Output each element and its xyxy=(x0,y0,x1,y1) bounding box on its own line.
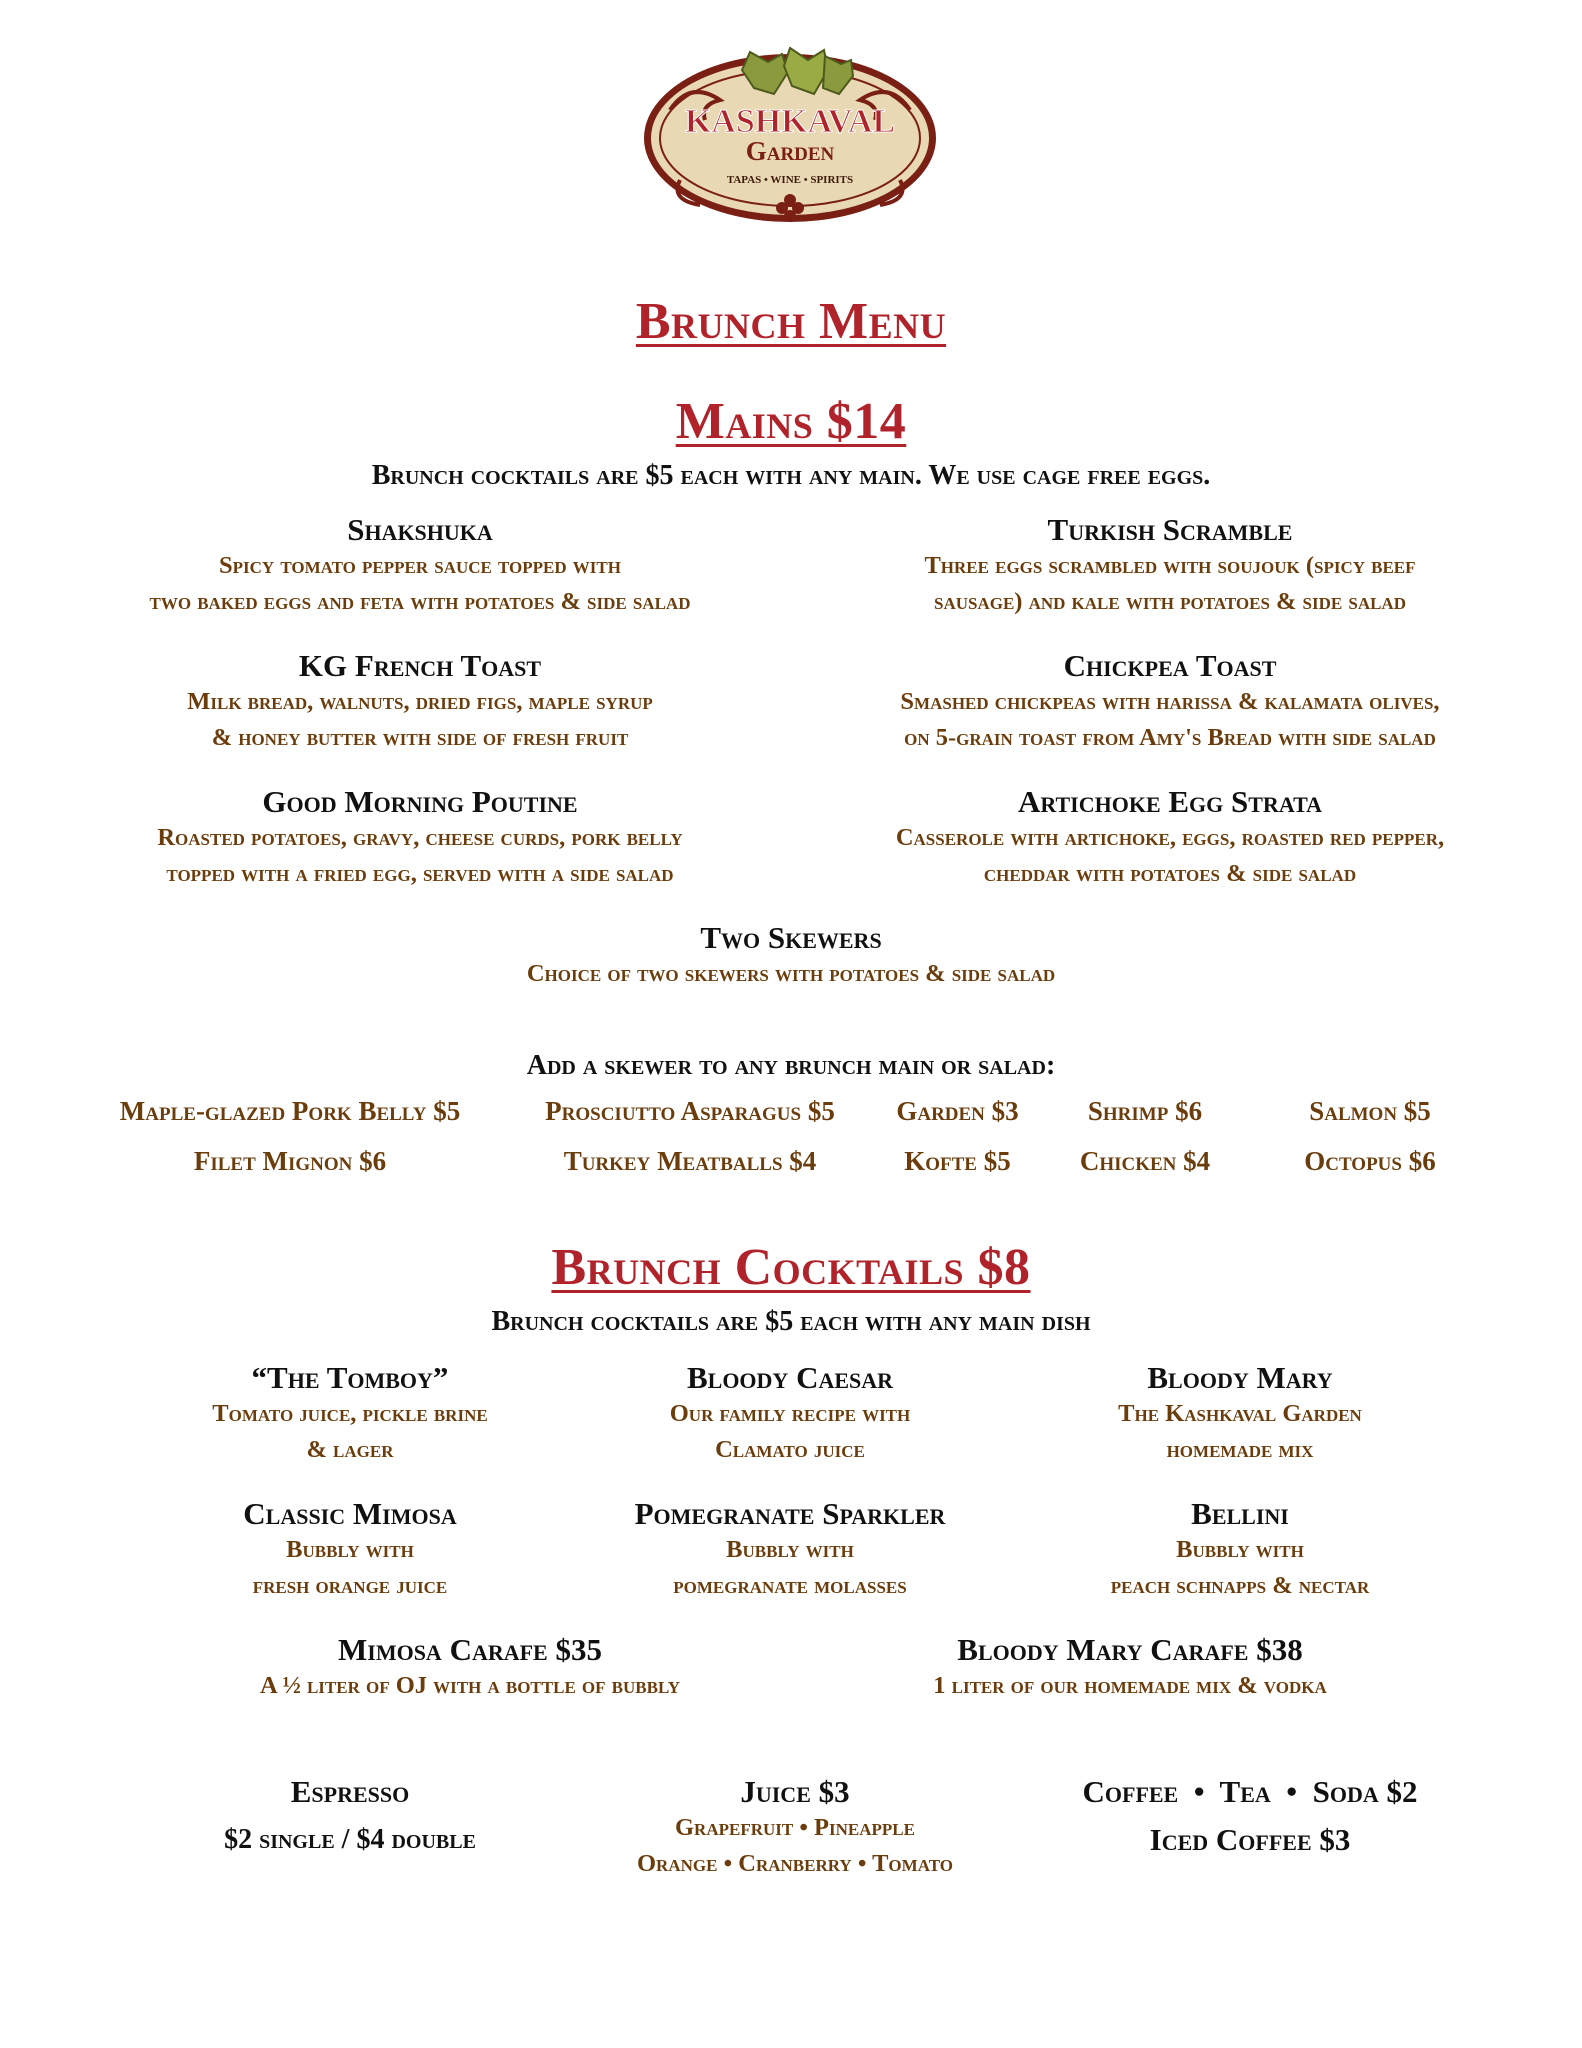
cocktail-item xyxy=(130,1360,570,1468)
mains-heading: Mains $14 xyxy=(675,393,907,450)
restaurant-logo xyxy=(640,40,940,230)
cocktail-item xyxy=(1020,1496,1460,1604)
item-desc: sausage) and kale with potatoes & side salad xyxy=(934,588,1406,615)
skewer-option: Kofte $5 xyxy=(904,1146,1011,1176)
espresso-item xyxy=(130,1774,570,1856)
skewer-option: Garden $3 xyxy=(896,1096,1019,1126)
item-desc: Our family recipe with xyxy=(669,1400,911,1427)
skewer-option: Filet Mignon $6 xyxy=(193,1146,387,1176)
skewer-heading: Add a skewer to any brunch main or salad: xyxy=(526,1050,1056,1081)
carafe-item xyxy=(120,1632,820,1704)
skewer-option: Turkey Meatballs $4 xyxy=(563,1146,817,1176)
cocktail-item xyxy=(570,1360,1010,1468)
juice-item xyxy=(570,1774,1020,1882)
item-name: Coffee • Tea • Soda $2 xyxy=(1082,1774,1418,1809)
item-desc: A ½ liter of OJ with a bottle of bubbly xyxy=(260,1672,680,1699)
item-desc: & lager xyxy=(306,1436,394,1463)
skewer-option: Salmon $5 xyxy=(1309,1096,1431,1126)
main-item xyxy=(790,648,1550,756)
item-desc: peach schnapps & nectar xyxy=(1110,1572,1370,1599)
cocktail-item xyxy=(570,1496,1010,1604)
item-desc: on 5-grain toast from Amy's Bread with side salad xyxy=(904,724,1436,751)
svg-text:TAPAS • WINE • SPIRITS: TAPAS • WINE • SPIRITS xyxy=(726,174,854,186)
svg-text:Garden: Garden xyxy=(745,136,835,166)
item-name: Shakshuka xyxy=(347,512,493,547)
item-desc: 1 liter of our homemade mix & vodka xyxy=(933,1672,1327,1699)
item-name: Turkish Scramble xyxy=(1047,512,1293,547)
item-desc: Grapefruit • Pineapple xyxy=(675,1814,915,1841)
item-desc: & honey butter with side of fresh fruit xyxy=(211,724,629,751)
item-desc: two baked eggs and feta with potatoes & side salad xyxy=(149,588,691,615)
skewer-option: Chicken $4 xyxy=(1079,1146,1211,1176)
item-name: Artichoke Egg Strata xyxy=(1017,784,1323,819)
item-desc: Spicy tomato pepper sauce topped with xyxy=(219,552,621,579)
item-name: Good Morning Poutine xyxy=(262,784,578,819)
item-desc: Smashed chickpeas with harissa & kalamata olives, xyxy=(900,688,1440,715)
item-price: $2 single / $4 double xyxy=(224,1824,476,1855)
item-name: Espresso xyxy=(290,1774,410,1809)
menu-title: Brunch Menu xyxy=(635,293,947,350)
item-desc: fresh orange juice xyxy=(252,1572,448,1599)
logo-emblem xyxy=(640,40,940,230)
main-item xyxy=(790,512,1550,620)
item-desc: Orange • Cranberry • Tomato xyxy=(637,1850,953,1877)
skewer-option: Maple-glazed Pork Belly $5 xyxy=(119,1096,461,1126)
coffee-item xyxy=(1020,1774,1480,1858)
item-desc: The Kashkaval Garden xyxy=(1118,1400,1362,1427)
carafe-item xyxy=(780,1632,1480,1704)
mains-note: Brunch cocktails are $5 each with any main. We use cage free eggs. xyxy=(371,460,1211,491)
item-desc: Tomato juice, pickle brine xyxy=(212,1400,488,1427)
item-desc: Casserole with artichoke, eggs, roasted red pepper, xyxy=(895,824,1445,851)
main-item xyxy=(790,784,1550,892)
main-item xyxy=(40,512,800,620)
cocktail-item xyxy=(130,1496,570,1604)
item-name: KG French Toast xyxy=(298,648,542,683)
cocktail-item xyxy=(1020,1360,1460,1468)
item-desc: Roasted potatoes, gravy, cheese curds, pork belly xyxy=(157,824,683,851)
cocktails-note: Brunch cocktails are $5 each with any main dish xyxy=(491,1306,1091,1337)
svg-text:KASHKAVAL: KASHKAVAL xyxy=(684,103,896,140)
skewer-option: Prosciutto Asparagus $5 xyxy=(545,1096,835,1126)
item-name: Chickpea Toast xyxy=(1063,648,1277,683)
item-name: Iced Coffee $3 xyxy=(1149,1822,1351,1857)
item-desc: Choice of two skewers with potatoes & side salad xyxy=(526,960,1056,987)
item-desc: Three eggs scrambled with soujouk (spicy beef xyxy=(924,552,1416,579)
item-name: Bloody Mary Carafe $38 xyxy=(957,1632,1303,1667)
item-name: “The Tomboy” xyxy=(251,1360,449,1395)
item-desc: pomegranate molasses xyxy=(673,1572,907,1599)
item-desc: Bubbly with xyxy=(286,1536,414,1563)
item-name: Bloody Mary xyxy=(1147,1360,1333,1395)
item-desc: Clamato juice xyxy=(715,1436,865,1463)
main-item xyxy=(0,920,1582,992)
item-desc: homemade mix xyxy=(1166,1436,1314,1463)
main-item xyxy=(40,648,800,756)
item-desc: cheddar with potatoes & side salad xyxy=(983,860,1357,887)
item-name: Two Skewers xyxy=(700,920,882,955)
item-desc: Bubbly with xyxy=(726,1536,854,1563)
item-name: Bloody Caesar xyxy=(686,1360,894,1395)
skewer-option: Shrimp $6 xyxy=(1087,1096,1203,1126)
item-name: Mimosa Carafe $35 xyxy=(338,1632,602,1667)
main-item xyxy=(40,784,800,892)
item-name: Bellini xyxy=(1191,1496,1289,1531)
cocktails-heading: Brunch Cocktails $8 xyxy=(551,1239,1031,1296)
item-name: Juice $3 xyxy=(740,1774,850,1809)
item-desc: Milk bread, walnuts, dried figs, maple syrup xyxy=(187,688,653,715)
item-desc: Bubbly with xyxy=(1176,1536,1304,1563)
skewer-option: Octopus $6 xyxy=(1304,1146,1436,1176)
item-name: Classic Mimosa xyxy=(243,1496,457,1531)
item-name: Pomegranate Sparkler xyxy=(634,1496,946,1531)
item-desc: topped with a fried egg, served with a side salad xyxy=(166,860,674,887)
